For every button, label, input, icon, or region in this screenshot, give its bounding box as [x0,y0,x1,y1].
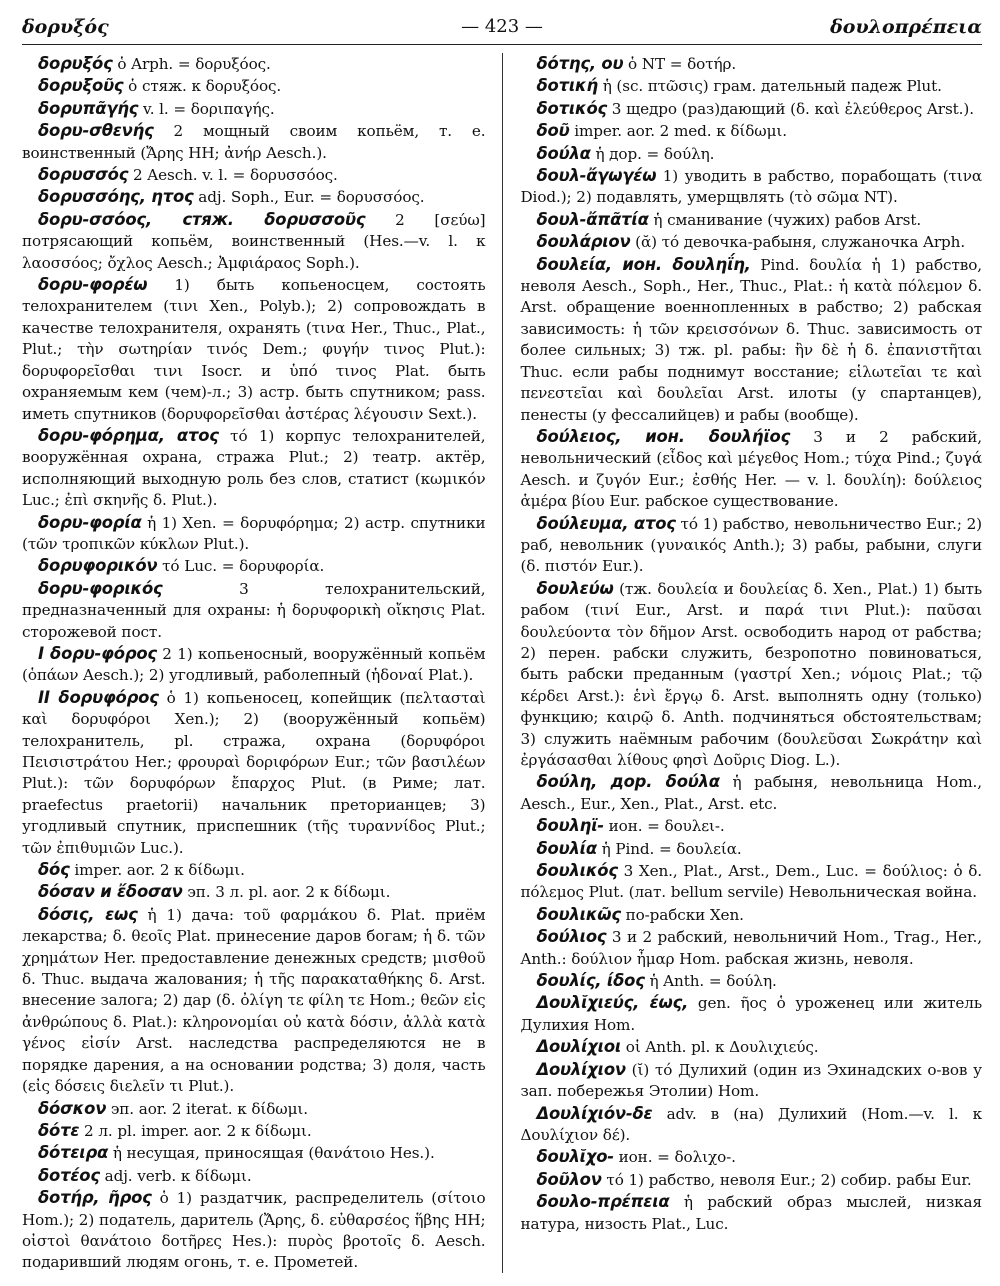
headword: δουλία [536,838,597,858]
definition: ὁ Arph. = δορυξόος. [112,55,271,73]
headword: δοτικός [536,98,608,118]
dictionary-entry [520,1036,982,1058]
headword: δούλευμα, ατος [536,513,676,533]
right-column [508,53,982,1273]
headword: δορυ-φόρημα, ατος [38,425,219,445]
definition: ион. = δουλει-. [603,817,725,836]
definition: ἡ дор. = δούλη. [590,144,715,163]
headword: δόσαν и ἔδοσαν [38,882,183,902]
definition: по-рабски Xen. [620,905,744,924]
dictionary-entry [520,1191,982,1235]
definition: adv. в (на) Дулихий (Hom.—v. l. к Δουλίχιον δέ). [520,1104,982,1144]
headword: δότειρα [38,1143,109,1163]
definition: οἱ Anth. pl. к Δουλιχιεύς. [621,1038,819,1057]
definition: imper. aor. 2 med. к δίδωμι. [569,122,787,141]
headword: δουλ-ἄπᾶτία [536,209,649,229]
definition: ион. = δολιχο-. [613,1148,736,1167]
headword: Δουλῐχιεύς, έως, [536,993,689,1013]
headword: δοῦ [536,121,570,141]
definition: ἡ рабский образ мыслей, низкая натура, низость Plat., Luc. [520,1193,982,1233]
running-head-left: δορυξός [22,16,109,38]
headword: δόσις, εως [38,904,138,924]
definition: ὁ NT = δοτήρ. [623,55,737,73]
dictionary-entry [22,1187,486,1273]
dictionary-entry [520,1103,982,1147]
dictionary-entry [22,555,486,577]
dictionary-entry [22,75,486,97]
dictionary-entry [22,274,486,425]
dictionary-entry [22,164,486,186]
dictionary-entry [520,231,982,253]
definition: imper. aor. 2 к δίδωμι. [69,861,245,880]
definition: gen. ῆος ὁ уроженец или житель Дулихия Hom. [520,994,982,1034]
definition: 1) быть копьеносцем, состоять телохранителем (τινι Xen., Polyb.); 2) сопровождать в качестве телохранителя, охранять (τινα Her., Thuc., Plat., Plut.; τὴν σωτηρίαν τινός Dem.; φυγήν τινος Plut.): δορυφορεῖσθαι τινι Isocr. и ὑπό τινος Plat. быть охраняемым кем (чем)-л.; 3) астр. быть спутником; pass. иметь спутников (δορυφορεῖσθαι ἀστέρας λέγουσιν Sext.). [22,276,486,423]
headword: δουλικῶς [536,904,621,924]
dictionary-entry [520,1169,982,1191]
definition: ἡ Pind. = δουλεία. [596,839,742,858]
headword: δουλῐχο- [536,1147,614,1167]
definition: 2 л. pl. imper. aor. 2 к δίδωμι. [79,1121,312,1140]
dictionary-entry [22,859,486,881]
headword: I δορυ-φόρος [38,643,157,663]
headword: Δουλίχιον [536,1059,626,1079]
headword: δόσκον [38,1098,107,1118]
definition: эп. aor. 2 iterat. к δίδωμι. [106,1099,308,1118]
dictionary-entry [22,53,486,75]
dictionary-entry [520,513,982,578]
dictionary-entry [520,53,982,75]
headword: δουλάριον [536,232,631,252]
definition: 3 и 2 рабский, невольничий Hom., Trag., Her., Anth.: δούλιον ἦμαρ Hom. рабская жизнь, неволя. [520,928,982,968]
definition: (ῐ) τό Дулихий (один из Эхинадских о-вов у зап. побережья Этолии) Hom. [520,1060,982,1101]
dictionary-entry [520,165,982,209]
dictionary-entry [520,578,982,772]
definition: ἡ Anth. = δούλη. [644,972,777,991]
headword: δούλειος, ион. δουλήϊος [536,426,791,446]
dictionary-entry [22,1142,486,1164]
definition: τό 1) рабство, невольничество Eur.; 2) раб, невольник (γυναικός Anth.); 3) рабы, рабыни, слуги (δ. πιστόν Eur.). [520,514,982,576]
left-column [22,53,496,1273]
headword: δουλίς, ίδος [536,971,645,991]
definition: 3 и 2 рабский, невольнический (εἶδος καὶ μέγεθος Hom.; τύχα Pind.; ζυγά Aesch. и ζυγόν Eur.; ἐσθής Her. — v. l. δουλίη): δούλειος ἁμέρα βίου Eur. рабское существование. [520,427,982,511]
definition: τό 1) рабство, неволя Eur.; 2) собир. рабы Eur. [601,1170,972,1189]
dictionary-entry [520,75,982,97]
definition: ἡ (sc. πτῶσις) грам. дательный падеж Plut. [597,77,942,96]
dictionary-entry [22,98,486,120]
definition: 2 [σεύω] потрясающий копьём, воинственный (Hes.—v. l. к λαοσσόος; ὄχλος Aesch.; Ἀμφιάραος Soph.). [22,210,486,272]
headword: δορυσσόης, ητος [38,187,194,207]
definition: τό Luc. = δορυφορία. [157,557,325,576]
headword: δορυ-σθενής [38,121,154,141]
headword: δότε [38,1120,80,1140]
definition: 3 Xen., Plat., Arst., Dem., Luc. = δούλιος: ὁ δ. πόλεμος Plut. (лат. bellum servile) Невольническая война. [520,862,982,902]
definition: ἡ несущая, приносящая (θανάτοιο Hes.). [108,1144,435,1163]
dictionary-entry [22,1120,486,1142]
dictionary-entry [520,1146,982,1168]
headword: δούλα [536,143,591,163]
dictionary-entry [520,98,982,120]
dictionary-entry [22,186,486,208]
dictionary-entry [22,1098,486,1120]
dictionary-entry [22,643,486,687]
columns [22,53,982,1273]
dictionary-entry [520,209,982,231]
headword: Δουλίχιοι [536,1037,622,1057]
dictionary-entry [520,838,982,860]
dictionary-entry [520,970,982,992]
dictionary-entry [520,120,982,142]
dictionary-entry [22,512,486,556]
headword: δορυ-φορία [38,512,142,532]
definition: 2 Aesch. v. l. = δορυσσόος. [128,166,338,185]
headword: δοτέος [38,1165,100,1185]
headword: δορυπᾶγής [38,98,139,118]
headword: δότης, ου [536,54,624,73]
headword: δός [38,860,70,880]
definition: 3 щедро (раз)дающий (δ. καὶ ἐλεύθερος Arst.). [607,99,974,118]
definition: (ᾰ) τό девочка-рабыня, служаночка Arph. [630,233,966,252]
headword: δουληϊ- [536,816,604,836]
dictionary-entry [22,120,486,164]
dictionary-entry [22,425,486,512]
headword: δουλο-πρέπεια [536,1192,670,1212]
definition: ἡ 1) Xen. = δορυφόρημα; 2) астр. спутники (τῶν τροπικῶν κύκλων Plut.). [22,513,486,553]
dictionary-entry [22,1165,486,1187]
definition: ὁ 1) раздатчик, распределитель (σίτοιο Hom.); 2) податель, даритель (Ἄρης, δ. εὐθαρσέος ἥβης HH; οἰστοὶ θανάτοιο δοτῆρες Hes.): πυρὸς βροτοῖς δ. Aesch. подаривший людям огонь, т. е. Прометей. [22,1189,486,1272]
headword: δοτήρ, ῆρος [38,1188,152,1208]
headword: δουλεία, ион. δουληΐη, [536,254,751,274]
dictionary-entry [520,992,982,1036]
column-divider [502,53,503,1273]
definition: 3 телохранительский, предназначенный для охраны: ἡ δορυφορικὴ οἴκησις Plat. сторожевой пост. [22,579,486,641]
headword: δορυξοῦς [38,76,124,96]
running-head-right: δουλοπρέπεια [830,16,982,38]
definition: 1) уводить в рабство, порабощать (τινα Diod.); 2) подавлять, умерщвлять (τὸ σῶμα NT). [520,167,982,207]
definition: эп. 3 л. pl. aor. 2 к δίδωμι. [182,883,391,902]
definition: adj. verb. к δίδωμι. [99,1166,252,1185]
definition: 2 мощный своим копьём, т. е. воинственный (Ἄρης HH; ἀνήρ Aesch.). [22,122,486,162]
page-number: — 423 — [461,16,543,37]
headword: δοτική [536,76,598,96]
headword: δουλ-ἄγωγέω [536,166,657,186]
headword: δοῦλον [536,1169,602,1189]
dictionary-entry [22,209,486,274]
definition: (тж. δουλεία и δουλείας δ. Xen., Plat.) 1) быть рабом (τινί Eur., Arst. и παρά τινι Plut.): παῦσαι δουλεύοντα τὸν δῆμον Arst. освободить народ от рабства; 2) перен. рабски служить, безропотно повиноваться, быть рабски преданным (γαστρί Xen.; νόμοις Plat.; τῷ κέρδει Arst.): ἑνὶ ἔργῳ δ. Arst. выполнять одну (только) функцию; καιρῷ δ. Anth. подчиняться обстоятельствам; 3) служить наёмным рабочим (δουλεῦσαι Σωκράτην καὶ ἐργάσασθαι λίθους φησὶ Δοῦρις Diog. L.). [520,579,982,769]
page-header [22,14,982,45]
headword: δορυ-σσόος, стяж. δορυσσοῦς [38,209,366,229]
definition: v. l. = δοριπαγής. [138,99,275,118]
definition: ὁ 1) копьеносец, копейщик (πελτασταὶ καὶ δορυφόροι Xen.); 2) (вооружённый копьём) телохранитель, pl. стража, охрана (δορυφόροι Πεισιστράτου Her.; φρουραὶ δοριφόρων Eur.; τῶν βασιλέων Plut.): τῶν δορυφόρων ἔπαρχος Plut. (в Риме; лат. praefectus praetorii) начальник преторианцев; 3) угодливый спутник, приспешник (τῆς τυραννίδος Plut.; τῶν ἐπιθυμιῶν Luc.). [22,688,486,857]
headword: δούλη, дор. δούλα [536,772,720,792]
definition: ἡ рабыня, невольница Hom., Aesch., Eur., Xen., Plat., Arst. etc. [520,773,982,813]
headword: δορυξός [38,54,113,73]
dictionary-entry [520,426,982,513]
dictionary-entry [520,254,982,426]
headword: Δουλίχιόν-δε [536,1103,653,1123]
dictionary-entry [520,860,982,904]
dictionary-entry [22,578,486,643]
dictionary-entry [22,904,486,1098]
dictionary-entry [22,687,486,859]
headword: δουλικός [536,861,618,881]
definition: 2 1) копьеносный, вооружённый копьём (ὁπάων Aesch.); 2) угодливый, раболепный (ἡδοναί Plat.). [22,644,486,685]
dictionary-entry [520,904,982,926]
headword: II δορυφόρος [38,687,159,707]
dictionary-entry [520,815,982,837]
headword: δουλεύω [536,578,614,598]
dictionary-entry [520,143,982,165]
dictionary-entry [520,926,982,970]
headword: δορυ-φορικός [38,578,163,598]
definition: ὁ стяж. к δορυξόος. [123,77,282,96]
dictionary-entry [520,1059,982,1103]
definition: ἡ сманивание (чужих) рабов Arst. [648,210,922,229]
definition: adj. Soph., Eur. = δορυσσόος. [193,188,425,207]
headword: δορυσσός [38,165,129,185]
dictionary-entry [22,881,486,903]
definition: ἡ 1) дача: τοῦ φαρμάκου δ. Plat. приём лекарства; δ. θεοῖς Plat. принесение даров богам; ἡ δ. τῶν χρημάτων Her. предоставление денежных средств; μισθοῦ δ. Thuc. выдача жалования; ἡ τῆς παρακαταθήκης δ. Arst. внесение залога; 2) дар (δ. ὀλίγη τε φίλη τε Hom.; θεῶν εἰς ἀνθρώπους δ. Plat.): κληρονομίαι οὐ κατὰ δόσιν, ἀλλὰ κατὰ γένος εἰσίν Arst. наследства распределяются не в порядке дарения, а на основании родства; 3) доля, часть (εἰς δόσεις διελεῖν τι Plut.). [22,905,486,1096]
headword: δορυ-φορέω [38,275,148,295]
definition: Pind. δουλία ἡ 1) рабство, неволя Aesch., Soph., Her., Thuc., Plat.: ἡ κατὰ πόλεμον δ. Arst. обращение военнопленных в рабство; 2) рабская зависимость: ἡ τῶν κρεισσόνων δ. Thuc. зависимость от более сильных; 3) тж. pl. рабы: ἢν δὲ ἡ δ. ἐπανιστῆται Thuc. если рабы поднимут восстание; εἱλωτεῖαι τε καὶ πενεστεῖαι καὶ δουλεῖαι Arst. илоты (у спартанцев), пенесты (у фессалийцев) и рабы (вообще). [520,255,982,424]
headword: δούλιος [536,927,607,947]
definition: τό 1) корпус телохранителей, вооружённая охрана, стража Plut.; 2) театр. актёр, исполняющий выходную роль без слов, статист (κωμικόν Luc.; ἐπὶ σκηνῆς δ. Plut.). [22,426,486,510]
headword: δορυφορικόν [38,556,158,576]
dictionary-entry [520,771,982,815]
